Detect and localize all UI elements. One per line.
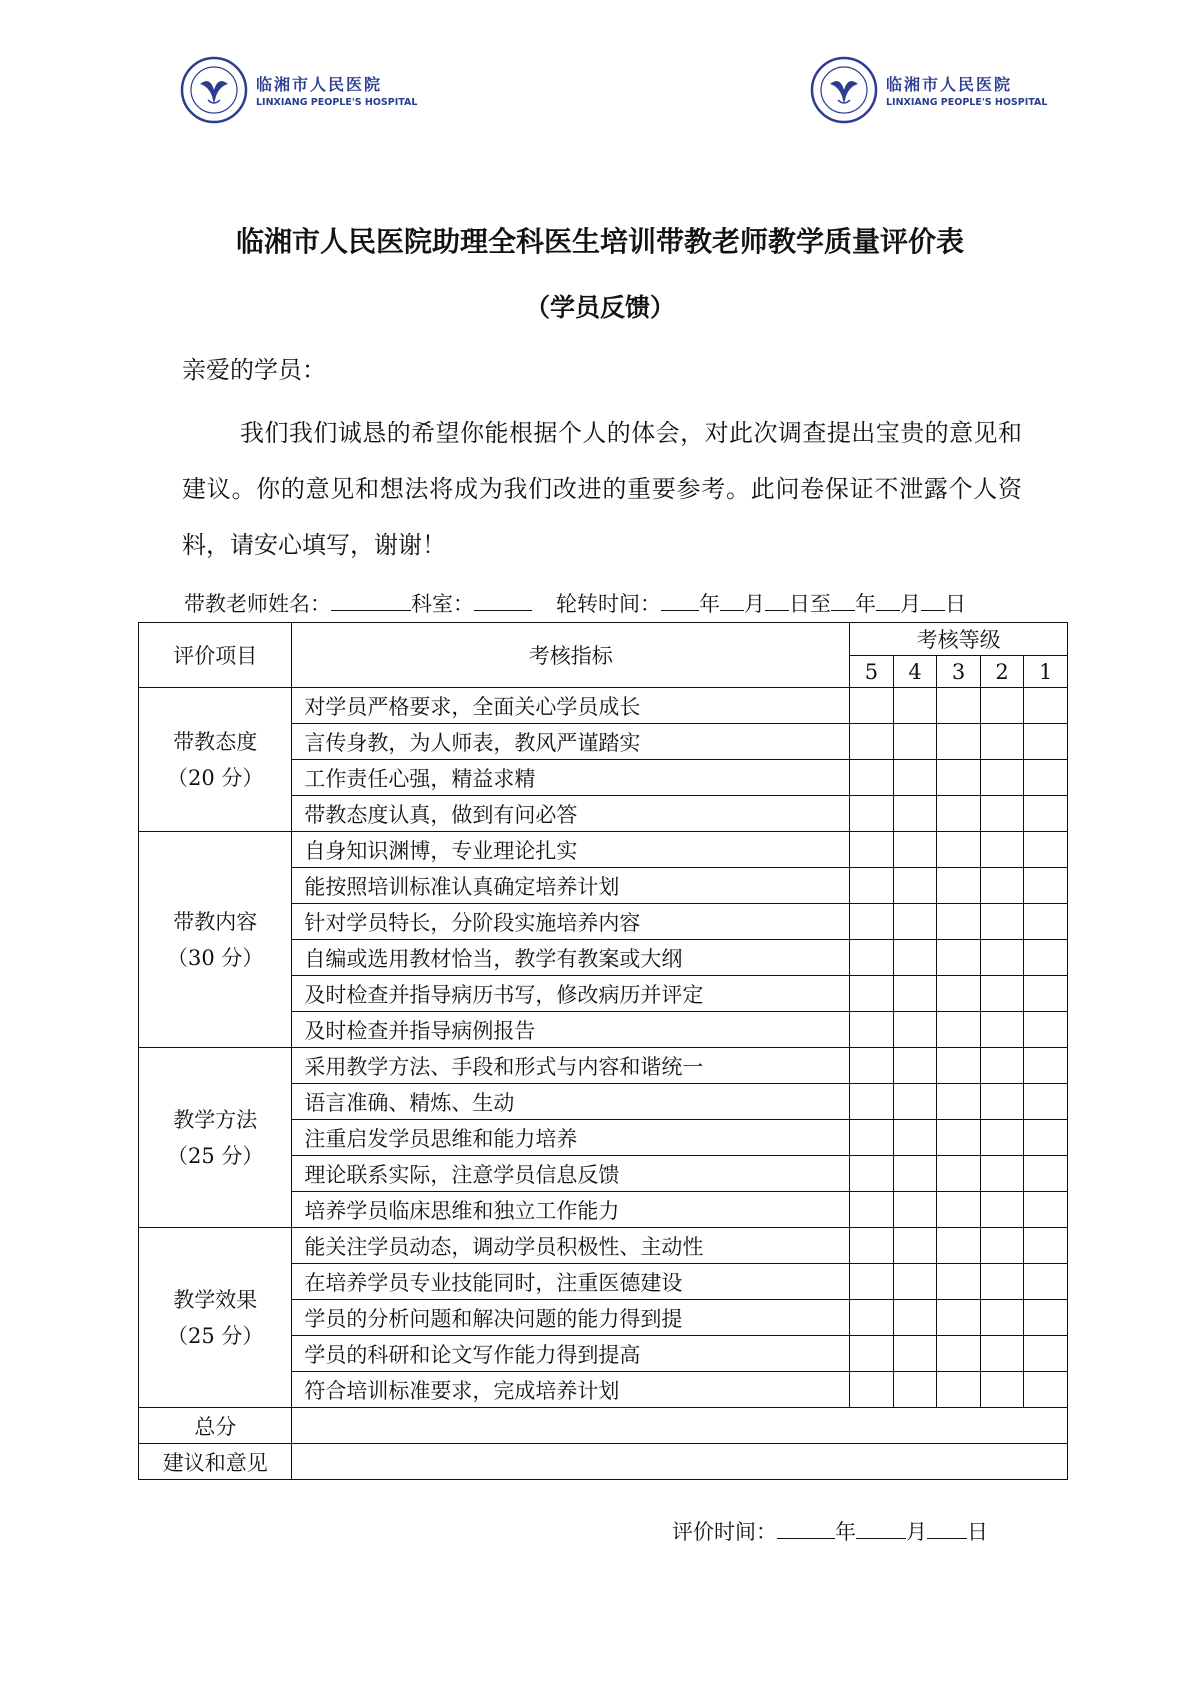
- grade-cell-3[interactable]: [937, 1264, 981, 1300]
- teacher-name-field[interactable]: [331, 590, 411, 611]
- table-header-row: [139, 623, 1068, 656]
- indicator-cell: 在培养学员专业技能同时，注重医德建设: [292, 1264, 850, 1300]
- grade-cell-4[interactable]: [893, 1192, 937, 1228]
- total-row: [139, 1408, 1068, 1444]
- grade-cell-2[interactable]: [980, 1048, 1024, 1084]
- total-label: 总分: [139, 1408, 292, 1444]
- grade-cell-2[interactable]: [980, 1336, 1024, 1372]
- grade-3: 3: [937, 656, 981, 688]
- grade-cell-1[interactable]: [1024, 796, 1068, 832]
- grade-cell-5[interactable]: [850, 688, 894, 724]
- day-label: 日: [945, 592, 966, 616]
- section-name: 教学方法: [173, 1107, 258, 1132]
- grade-cell-1[interactable]: [1024, 1012, 1068, 1048]
- grade-1: 1: [1024, 656, 1068, 688]
- indicator-cell: 针对学员特长，分阶段实施培养内容: [292, 904, 850, 940]
- section-category-cell: [139, 1228, 292, 1408]
- grade-cell-1[interactable]: [1024, 1192, 1068, 1228]
- grade-cell-2[interactable]: [980, 904, 1024, 940]
- logo-en-name: LINXIANG PEOPLE'S HOSPITAL: [256, 97, 418, 108]
- eval-day-field[interactable]: [927, 1518, 967, 1539]
- teacher-name-label: 带教老师姓名：: [184, 592, 331, 616]
- grade-cell-1[interactable]: [1024, 1264, 1068, 1300]
- grade-cell-1[interactable]: [1024, 940, 1068, 976]
- evaluation-time: [672, 1516, 988, 1546]
- indicator-cell: 符合培训标准要求，完成培养计划: [292, 1372, 850, 1408]
- col-header-item: 评价项目: [139, 623, 292, 688]
- grade-cell-3[interactable]: [937, 688, 981, 724]
- grade-cell-4[interactable]: [893, 1228, 937, 1264]
- month-label: 月: [900, 592, 921, 616]
- grade-cell-2[interactable]: [980, 1084, 1024, 1120]
- grade-cell-4[interactable]: [893, 1264, 937, 1300]
- grade-cell-3[interactable]: [937, 904, 981, 940]
- grade-cell-3[interactable]: [937, 1228, 981, 1264]
- grade-cell-3[interactable]: [937, 1192, 981, 1228]
- dept-label: 科室：: [411, 592, 474, 616]
- grade-cell-4[interactable]: [893, 1120, 937, 1156]
- table-row: [139, 688, 1068, 724]
- section-score: （25 分）: [167, 1323, 264, 1348]
- grade-cell-1[interactable]: [1024, 1120, 1068, 1156]
- grade-cell-5[interactable]: [850, 1264, 894, 1300]
- grade-cell-3[interactable]: [937, 796, 981, 832]
- grade-cell-5[interactable]: [850, 1048, 894, 1084]
- grade-cell-4[interactable]: [893, 724, 937, 760]
- grade-cell-4[interactable]: [893, 976, 937, 1012]
- rotation-end-month-field[interactable]: [876, 590, 900, 611]
- grade-cell-2[interactable]: [980, 796, 1024, 832]
- eval-time-label: 评价时间：: [672, 1520, 777, 1544]
- grade-cell-5[interactable]: [850, 1372, 894, 1408]
- grade-cell-5[interactable]: [850, 796, 894, 832]
- indicator-cell: 能关注学员动态，调动学员积极性、主动性: [292, 1228, 850, 1264]
- grade-cell-2[interactable]: [980, 1156, 1024, 1192]
- grade-cell-2[interactable]: [980, 940, 1024, 976]
- info-line: [184, 588, 1024, 618]
- month-label: 月: [744, 592, 765, 616]
- logo-en-name: LINXIANG PEOPLE'S HOSPITAL: [886, 97, 1048, 108]
- grade-cell-1[interactable]: [1024, 760, 1068, 796]
- grade-cell-4[interactable]: [893, 760, 937, 796]
- grade-cell-5[interactable]: [850, 1192, 894, 1228]
- grade-cell-4[interactable]: [893, 1084, 937, 1120]
- grade-cell-5[interactable]: [850, 1228, 894, 1264]
- grade-cell-3[interactable]: [937, 1120, 981, 1156]
- table-row: [139, 832, 1068, 868]
- grade-cell-3[interactable]: [937, 1372, 981, 1408]
- indicator-cell: 采用教学方法、手段和形式与内容和谐统一: [292, 1048, 850, 1084]
- grade-cell-3[interactable]: [937, 832, 981, 868]
- page-title: 临湘市人民医院助理全科医生培训带教老师教学质量评价表: [235, 225, 964, 258]
- comments-row: [139, 1444, 1068, 1480]
- grade-cell-1[interactable]: [1024, 1048, 1068, 1084]
- grade-cell-2[interactable]: [980, 1120, 1024, 1156]
- grade-cell-3[interactable]: [937, 1300, 981, 1336]
- indicator-cell: 语言准确、精炼、生动: [292, 1084, 850, 1120]
- grade-cell-4[interactable]: [893, 796, 937, 832]
- grade-cell-5[interactable]: [850, 904, 894, 940]
- dept-field[interactable]: [474, 590, 532, 611]
- grade-cell-2[interactable]: [980, 760, 1024, 796]
- rotation-end-day-field[interactable]: [921, 590, 945, 611]
- grade-2: 2: [980, 656, 1024, 688]
- indicator-cell: 学员的分析问题和解决问题的能力得到提: [292, 1300, 850, 1336]
- grade-cell-1[interactable]: [1024, 1228, 1068, 1264]
- indicator-cell: 对学员严格要求，全面关心学员成长: [292, 688, 850, 724]
- grade-cell-2[interactable]: [980, 688, 1024, 724]
- indicator-cell: 自身知识渊博，专业理论扎实: [292, 832, 850, 868]
- grade-cell-3[interactable]: [937, 1156, 981, 1192]
- grade-cell-3[interactable]: [937, 940, 981, 976]
- grade-cell-4[interactable]: [893, 1048, 937, 1084]
- month-label: 月: [906, 1520, 927, 1544]
- year-label: 年: [699, 592, 720, 616]
- grade-cell-2[interactable]: [980, 1300, 1024, 1336]
- indicator-cell: 带教态度认真，做到有问必答: [292, 796, 850, 832]
- grade-cell-2[interactable]: [980, 976, 1024, 1012]
- grade-cell-3[interactable]: [937, 724, 981, 760]
- indicator-cell: 注重启发学员思维和能力培养: [292, 1120, 850, 1156]
- grade-cell-2[interactable]: [980, 1264, 1024, 1300]
- grade-cell-4[interactable]: [893, 904, 937, 940]
- greeting: 亲爱的学员：: [182, 356, 326, 384]
- rotation-end-year-field[interactable]: [831, 590, 855, 611]
- section-score: （20 分）: [167, 765, 264, 790]
- section-score: （25 分）: [167, 1143, 264, 1168]
- grade-cell-2[interactable]: [980, 868, 1024, 904]
- hospital-seal-icon: [810, 56, 878, 124]
- grade-cell-3[interactable]: [937, 1336, 981, 1372]
- grade-cell-1[interactable]: [1024, 1372, 1068, 1408]
- grade-cell-5[interactable]: [850, 940, 894, 976]
- grade-cell-3[interactable]: [937, 976, 981, 1012]
- comments-label: 建议和意见: [139, 1444, 292, 1480]
- grade-5: 5: [850, 656, 894, 688]
- logo-cn-name: 临湘市人民医院: [256, 75, 383, 94]
- grade-cell-5[interactable]: [850, 1120, 894, 1156]
- grade-cell-5[interactable]: [850, 1336, 894, 1372]
- col-header-indicator: 考核指标: [292, 623, 850, 688]
- grade-cell-4[interactable]: [893, 1372, 937, 1408]
- grade-cell-5[interactable]: [850, 868, 894, 904]
- total-field[interactable]: [292, 1408, 1068, 1444]
- indicator-cell: 理论联系实际，注意学员信息反馈: [292, 1156, 850, 1192]
- grade-cell-4[interactable]: [893, 832, 937, 868]
- grade-cell-1[interactable]: [1024, 724, 1068, 760]
- grade-cell-4[interactable]: [893, 1012, 937, 1048]
- grade-cell-5[interactable]: [850, 976, 894, 1012]
- rotation-start-month-field[interactable]: [720, 590, 744, 611]
- grade-cell-3[interactable]: [937, 1012, 981, 1048]
- year-label: 年: [835, 1520, 856, 1544]
- grade-cell-3[interactable]: [937, 1084, 981, 1120]
- grade-cell-5[interactable]: [850, 1012, 894, 1048]
- grade-cell-5[interactable]: [850, 832, 894, 868]
- evaluation-table: [138, 622, 1068, 1480]
- intro-paragraph: 我们我们诚恳的希望你能根据个人的体会，对此次调查提出宝贵的意见和建议。你的意见和想法将成为我们改进的重要参考。此问卷保证不泄露个人资料，请安心填写，谢谢！: [182, 419, 1022, 559]
- hospital-logo-right: [810, 56, 1047, 124]
- logo-cn-name: 临湘市人民医院: [886, 75, 1013, 94]
- grade-4: 4: [893, 656, 937, 688]
- grade-cell-5[interactable]: [850, 724, 894, 760]
- grade-cell-5[interactable]: [850, 1084, 894, 1120]
- rotation-start-day-field[interactable]: [765, 590, 789, 611]
- table-row: [139, 1048, 1068, 1084]
- grade-cell-4[interactable]: [893, 1156, 937, 1192]
- grade-cell-2[interactable]: [980, 1192, 1024, 1228]
- grade-cell-1[interactable]: [1024, 1084, 1068, 1120]
- grade-cell-2[interactable]: [980, 1012, 1024, 1048]
- grade-cell-1[interactable]: [1024, 976, 1068, 1012]
- section-category-cell: [139, 688, 292, 832]
- section-name: 带教内容: [173, 909, 258, 934]
- grade-cell-1[interactable]: [1024, 1300, 1068, 1336]
- grade-cell-2[interactable]: [980, 832, 1024, 868]
- indicator-cell: 及时检查并指导病历书写，修改病历并评定: [292, 976, 850, 1012]
- grade-cell-4[interactable]: [893, 868, 937, 904]
- col-header-grade: 考核等级: [850, 623, 1068, 656]
- grade-cell-1[interactable]: [1024, 868, 1068, 904]
- grade-cell-3[interactable]: [937, 760, 981, 796]
- grade-cell-4[interactable]: [893, 1300, 937, 1336]
- logo-text: [886, 72, 1047, 108]
- grade-cell-3[interactable]: [937, 1048, 981, 1084]
- grade-cell-1[interactable]: [1024, 1156, 1068, 1192]
- section-name: 教学效果: [173, 1287, 258, 1312]
- indicator-cell: 学员的科研和论文写作能力得到提高: [292, 1336, 850, 1372]
- eval-month-field[interactable]: [856, 1518, 906, 1539]
- grade-cell-2[interactable]: [980, 724, 1024, 760]
- grade-cell-4[interactable]: [893, 940, 937, 976]
- grade-cell-5[interactable]: [850, 760, 894, 796]
- rotation-start-year-field[interactable]: [661, 590, 699, 611]
- grade-cell-2[interactable]: [980, 1228, 1024, 1264]
- grade-cell-5[interactable]: [850, 1300, 894, 1336]
- indicator-cell: 自编或选用教材恰当，教学有教案或大纲: [292, 940, 850, 976]
- section-category-cell: [139, 832, 292, 1048]
- grade-cell-4[interactable]: [893, 688, 937, 724]
- grade-cell-1[interactable]: [1024, 688, 1068, 724]
- section-score: （30 分）: [167, 945, 264, 970]
- indicator-cell: 培养学员临床思维和独立工作能力: [292, 1192, 850, 1228]
- comments-field[interactable]: [292, 1444, 1068, 1480]
- hospital-logo-left: [180, 56, 417, 124]
- section-name: 带教态度: [173, 729, 258, 754]
- grade-cell-3[interactable]: [937, 868, 981, 904]
- year-label: 年: [855, 592, 876, 616]
- grade-cell-1[interactable]: [1024, 1336, 1068, 1372]
- grade-cell-4[interactable]: [893, 1336, 937, 1372]
- logo-text: [256, 72, 417, 108]
- eval-year-field[interactable]: [777, 1518, 835, 1539]
- indicator-cell: 言传身教，为人师表，教风严谨踏实: [292, 724, 850, 760]
- grade-cell-1[interactable]: [1024, 832, 1068, 868]
- day-to-label: 日至: [789, 592, 831, 616]
- indicator-cell: 工作责任心强，精益求精: [292, 760, 850, 796]
- indicator-cell: 及时检查并指导病例报告: [292, 1012, 850, 1048]
- grade-cell-2[interactable]: [980, 1372, 1024, 1408]
- grade-cell-1[interactable]: [1024, 904, 1068, 940]
- rotation-label: 轮转时间：: [556, 592, 661, 616]
- section-category-cell: [139, 1048, 292, 1228]
- page-subtitle: （学员反馈）: [524, 293, 675, 322]
- indicator-cell: 能按照培训标准认真确定培养计划: [292, 868, 850, 904]
- day-label: 日: [967, 1520, 988, 1544]
- hospital-seal-icon: [180, 56, 248, 124]
- table-row: [139, 1228, 1068, 1264]
- grade-cell-5[interactable]: [850, 1156, 894, 1192]
